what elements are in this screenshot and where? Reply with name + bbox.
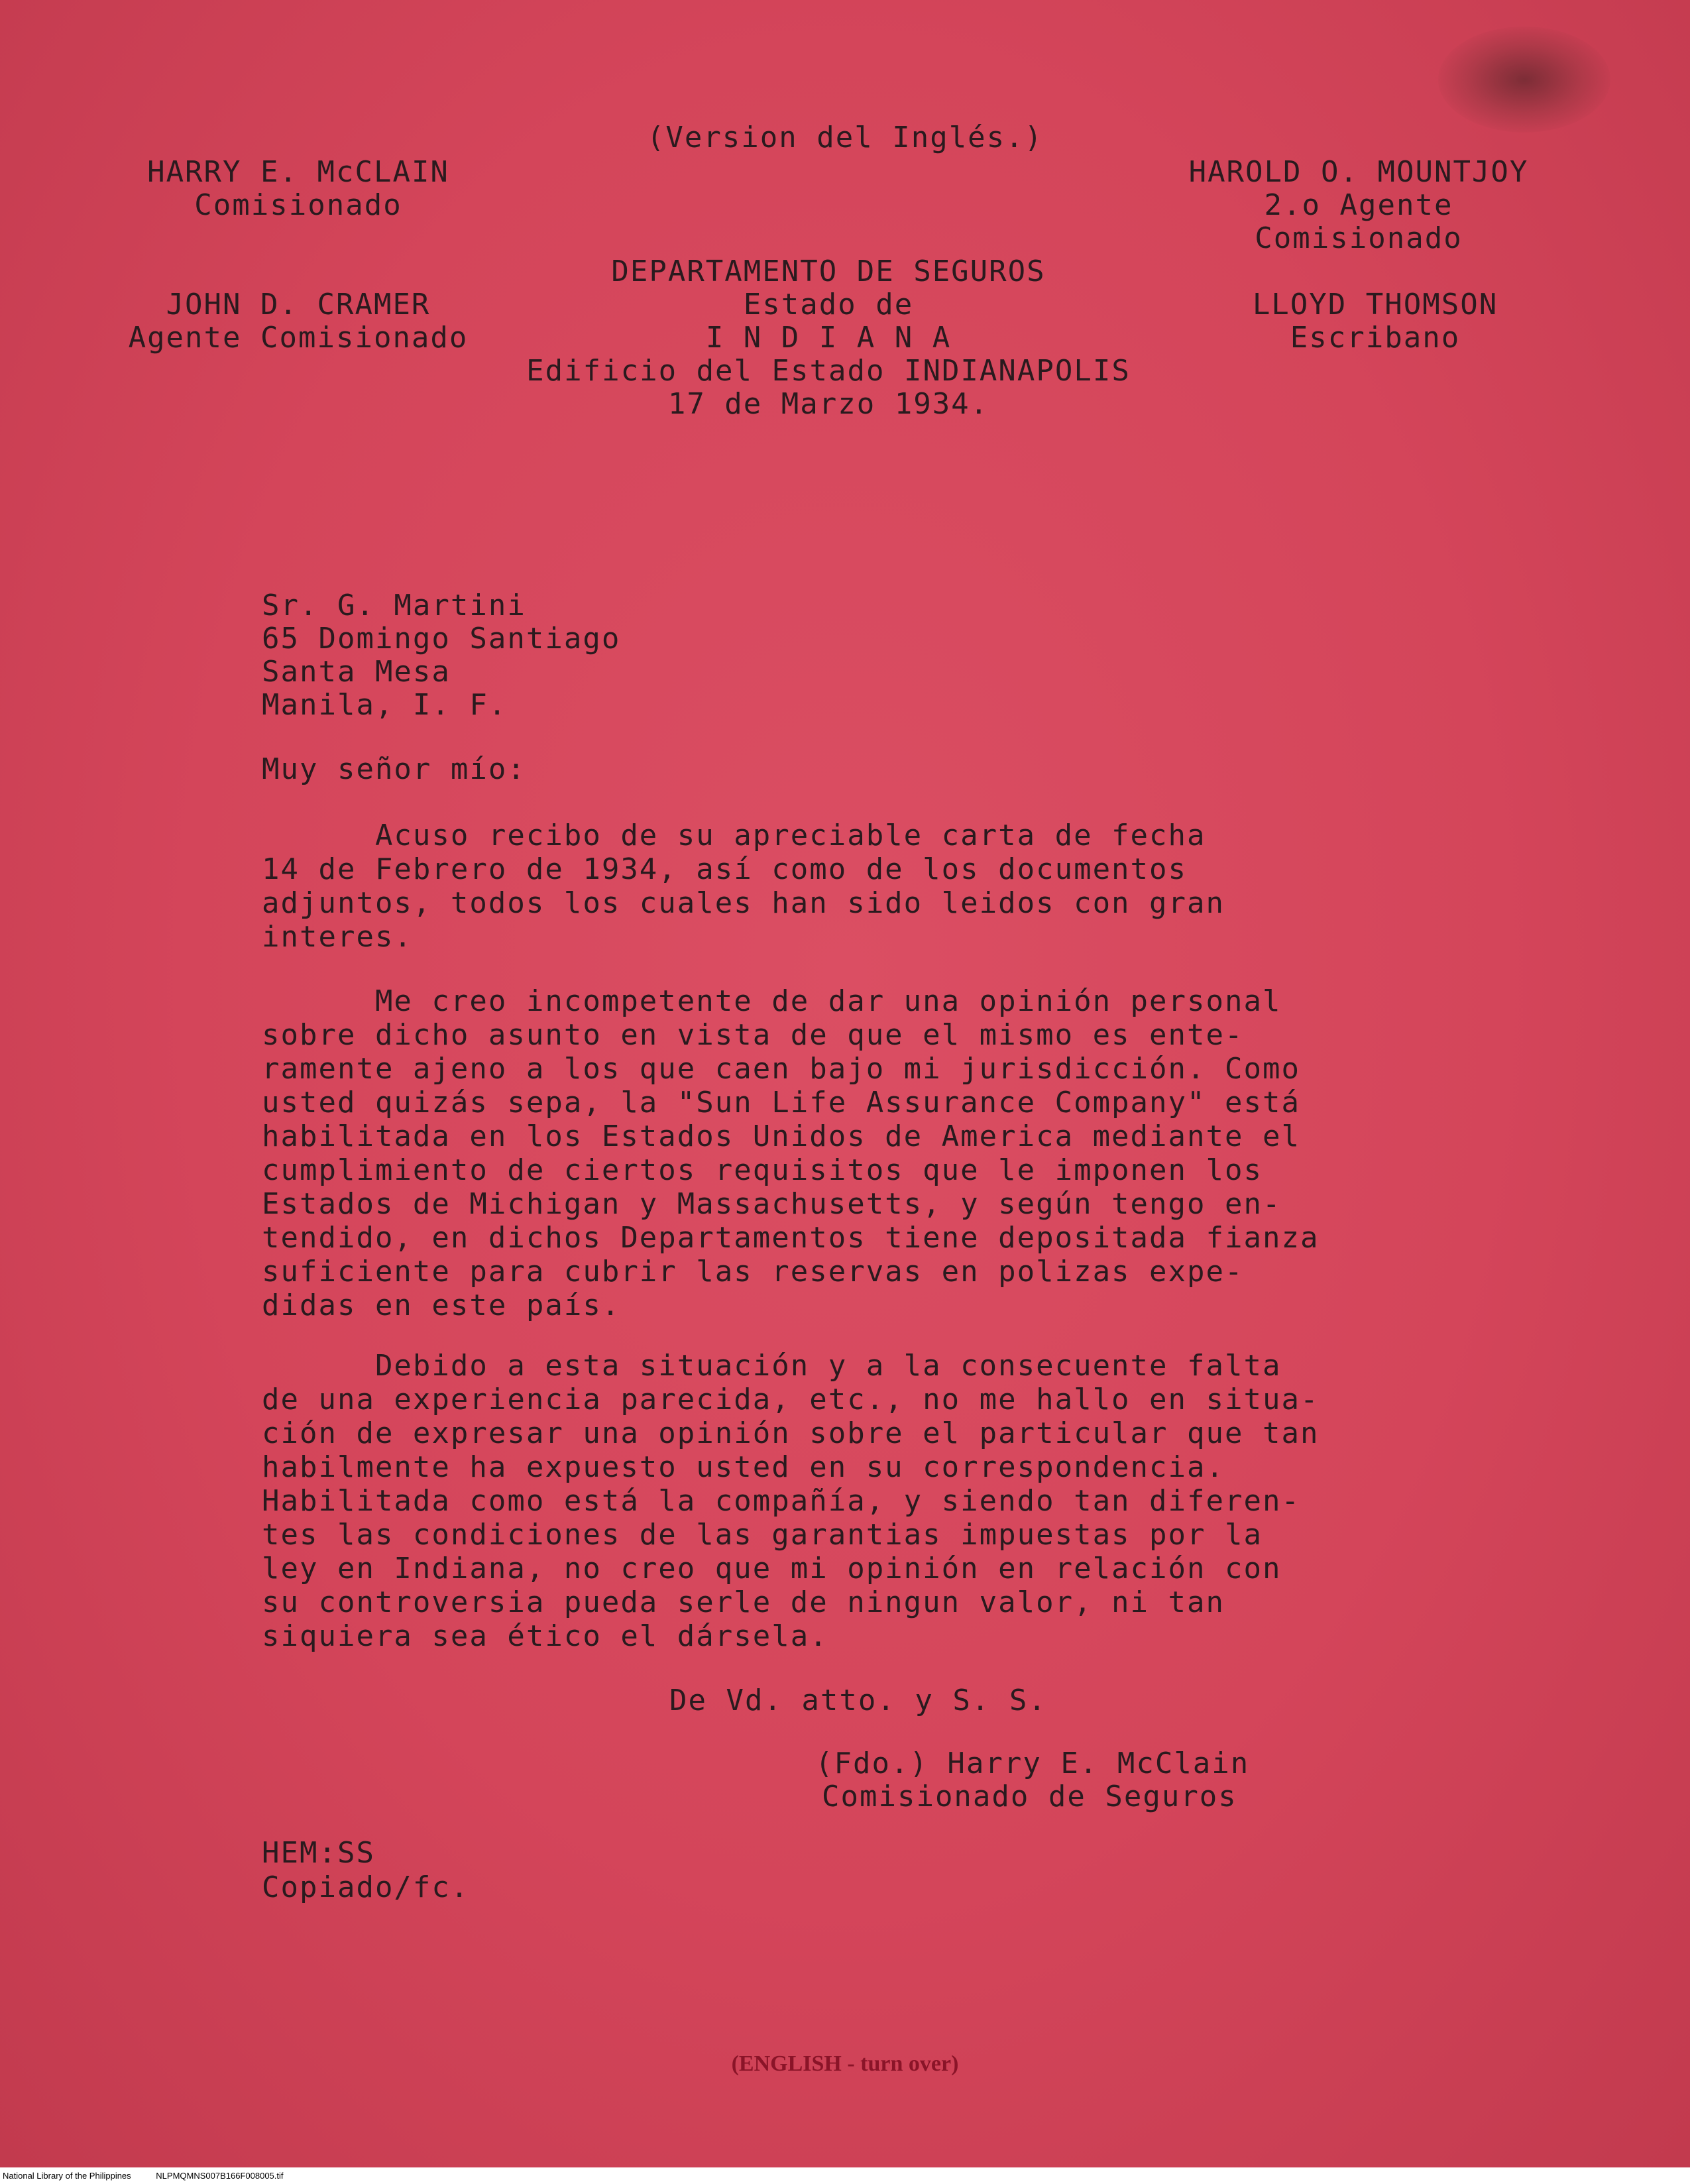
paragraph-line: su controversia pueda serle de ningun valor, ni tan	[262, 1585, 1225, 1619]
official-bottom-right-title: Escribano	[1290, 321, 1461, 355]
official-bottom-right-name: LLOYD THOMSON	[1252, 288, 1498, 321]
closing: De Vd. atto. y S. S.	[669, 1684, 1047, 1717]
paragraph-3	[262, 1349, 1402, 1653]
official-top-left-title: Comisionado	[194, 188, 402, 222]
paragraph-line: ramente ajeno a los que caen bajo mi jurisdicción. Como	[262, 1052, 1300, 1086]
paragraph-line: ley en Indiana, no creo que mi opinión en relación con	[262, 1552, 1282, 1585]
paragraph-line: tendido, en dichos Departamentos tiene depositada fianza	[262, 1221, 1320, 1255]
paragraph-line: sobre dicho asunto en vista de que el mismo es ente-	[262, 1018, 1244, 1052]
paragraph-line: Estados de Michigan y Massachusetts, y según tengo en-	[262, 1187, 1282, 1221]
building-address: Edificio del Estado INDIANAPOLIS	[526, 354, 1131, 388]
paragraph-line: habilmente ha expuesto usted en su correspondencia.	[262, 1450, 1225, 1484]
official-bottom-left-title: Agente Comisionado	[128, 321, 469, 355]
paragraph-2	[262, 984, 1402, 1322]
reference-initials: HEM:SS	[262, 1836, 375, 1870]
paragraph-line: 14 de Febrero de 1934, así como de los documentos	[262, 852, 1188, 886]
paragraph-line: Acuso recibo de su apreciable carta de fecha	[262, 819, 1206, 852]
department-name: DEPARTAMENTO DE SEGUROS	[611, 255, 1046, 288]
paragraph-1	[262, 819, 1402, 954]
paragraph-line: Me creo incompetente de dar una opinión personal	[262, 984, 1282, 1018]
signature-title: Comisionado de Seguros	[822, 1780, 1237, 1813]
paragraph-line: Habilitada como está la compañía, y siendo tan diferen-	[262, 1484, 1300, 1518]
paragraph-line: ción de expresar una opinión sobre el particular que tan	[262, 1416, 1320, 1450]
recipient-line: Santa Mesa	[262, 655, 451, 689]
paragraph-line: didas en este país.	[262, 1289, 621, 1322]
paragraph-line: interes.	[262, 920, 413, 954]
salutation: Muy señor mío:	[262, 752, 526, 786]
paragraph-line: habilitada en los Estados Unidos de America mediante el	[262, 1120, 1300, 1153]
official-top-right-title1: 2.o Agente	[1264, 188, 1453, 222]
paper-stain	[1438, 27, 1610, 133]
paragraph-line: de una experiencia parecida, etc., no me hallo en situa-	[262, 1383, 1320, 1416]
paragraph-line: usted quizás sepa, la "Sun Life Assurance Company" está	[262, 1086, 1300, 1120]
paragraph-line: adjuntos, todos los cuales han sido leidos con gran	[262, 886, 1225, 920]
file-id: NLPMQMNS007B166F008005.tif	[156, 2171, 284, 2181]
letter-date: 17 de Marzo 1934.	[667, 387, 989, 421]
copy-note: Copiado/fc.	[262, 1870, 470, 1904]
official-top-right-title2: Comisionado	[1255, 221, 1463, 255]
turn-over-note: (ENGLISH - turn over)	[731, 2051, 959, 2076]
official-bottom-left-name: JOHN D. CRAMER	[166, 288, 431, 321]
paragraph-line: Debido a esta situación y a la consecuente falta	[262, 1349, 1282, 1383]
paragraph-line: suficiente para cubrir las reservas en polizas expe-	[262, 1255, 1244, 1289]
recipient-line: Manila, I. F.	[262, 688, 508, 722]
translation-note: (Version del Inglés.)	[646, 121, 1044, 154]
paragraph-line: cumplimiento de ciertos requisitos que le imponen los	[262, 1153, 1263, 1187]
library-name: National Library of the Philippines	[3, 2171, 131, 2181]
official-top-right-name: HAROLD O. MOUNTJOY	[1188, 155, 1529, 189]
paragraph-line: siquiera sea ético el dársela.	[262, 1619, 828, 1653]
recipient-line: Sr. G. Martini	[262, 589, 526, 622]
recipient-line: 65 Domingo Santiago	[262, 622, 621, 656]
official-top-left-name: HARRY E. McCLAIN	[147, 155, 449, 189]
state-of-label: Estado de	[743, 288, 914, 321]
signature-name: (Fdo.) Harry E. McClain	[815, 1747, 1250, 1780]
archive-footer	[0, 2167, 1690, 2184]
paragraph-line: tes las condiciones de las garantias impuestas por la	[262, 1518, 1263, 1552]
state-name: I N D I A N A	[705, 321, 952, 355]
